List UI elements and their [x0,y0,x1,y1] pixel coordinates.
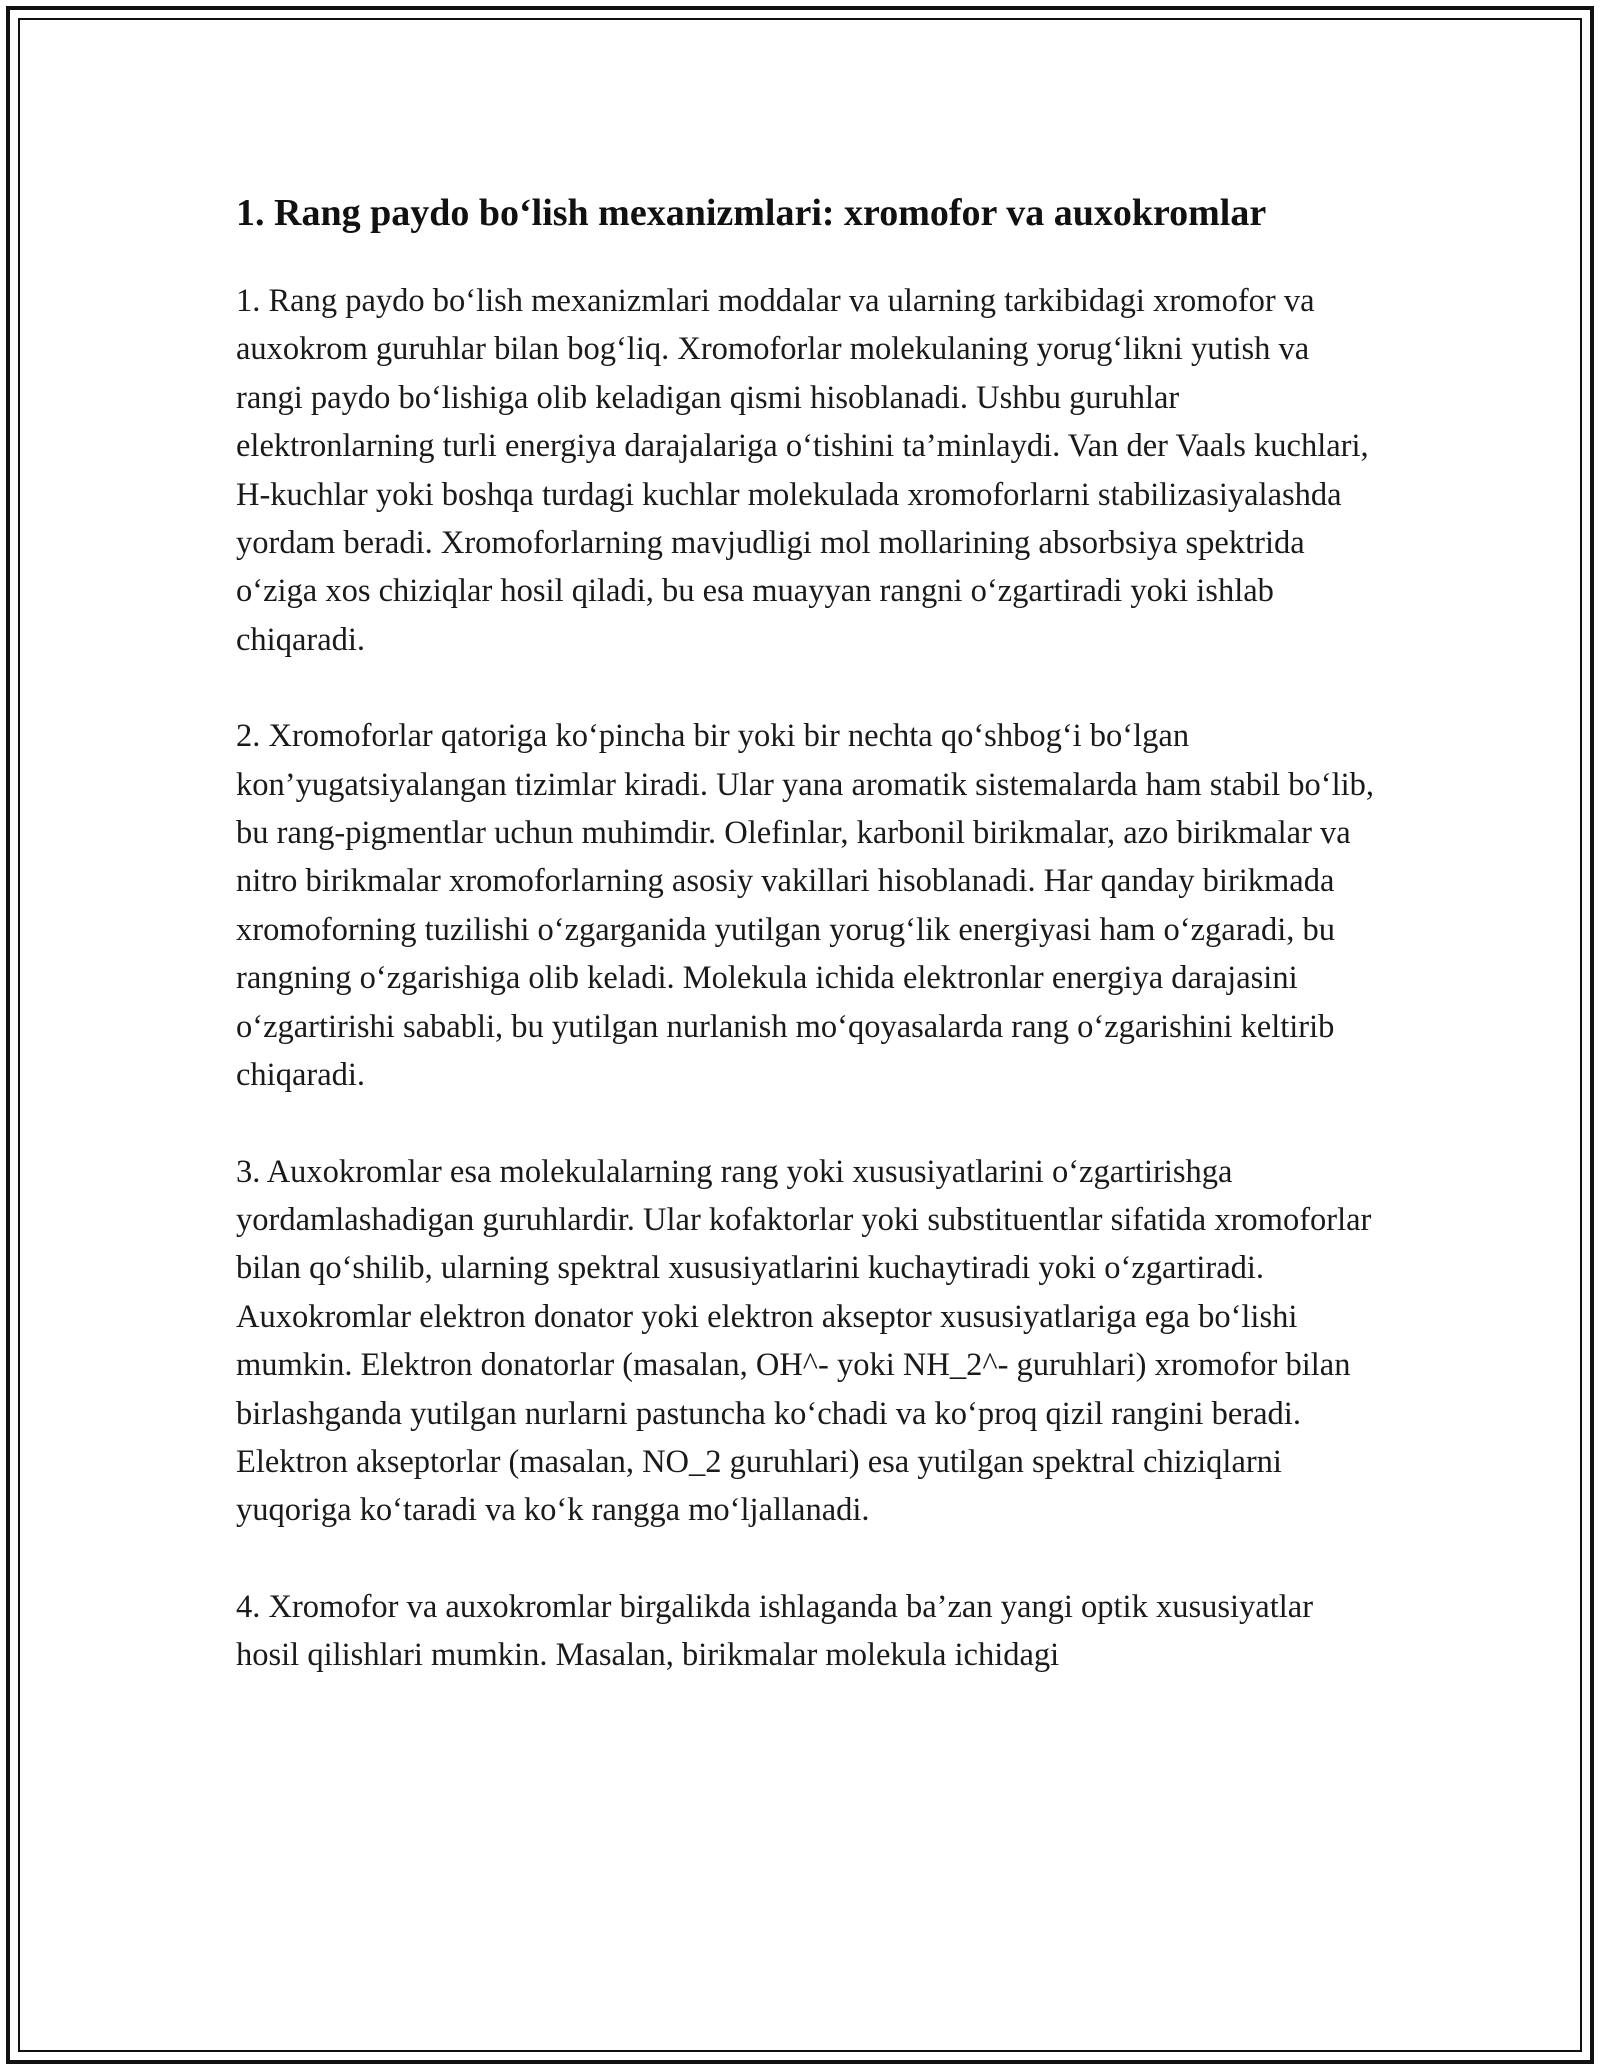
paragraph-1: 1. Rang paydo bo‘lish mexanizmlari moddalar va ularning tarkibidagi xromofor va auxokrom guruhlar bilan bog‘liq. Xromoforlar molekulaning yorug‘likni yutish va rangi paydo bo‘lishiga olib keladigan qismi hisoblanadi. Ushbu guruhlar elektronlarning turli energiya darajalariga o‘tishini ta’minlaydi. Van der Vaals kuchlari, H-kuchlar yoki boshqa turdagi kuchlar molekulada xromoforlarni stabilizasiyalashda yordam beradi. Xromoforlarning mavjudligi mol mollarining absorbsiya spektrida o‘ziga xos chiziqlar hosil qiladi, bu esa muayyan rangni o‘zgartiradi yoki ishlab chiqaradi. [236,283,1369,658]
document-title: 1. Rang paydo bo‘lish mexanizmlari: xromofor va auxokromlar [236,192,1267,234]
paragraph-2: 2. Xromoforlar qatoriga ko‘pincha bir yoki bir nechta qo‘shbog‘i bo‘lgan kon’yugatsiyalangan tizimlar kiradi. Ular yana aromatik sistemalarda ham stabil bo‘lib, bu rang-pigmentlar uchun muhimdir. Olefinlar, karbonil birikmalar, azo birikmalar va nitro birikmalar xromoforlarning asosiy vakillari hisoblanadi. Har qanday birikmada xromoforning tuzilishi o‘zgarganida yutilgan yorug‘lik energiyasi ham o‘zgaradi, bu rangning o‘zgarishiga olib keladi. Molekula ichida elektronlar energiya darajasini o‘zgartirishi sababli, bu yutilgan nurlanish mo‘qoyasalarda rang o‘zgarishini keltirib chiqaradi. [236,718,1375,1094]
document-body [236,186,1376,1728]
paragraph-3: 3. Auxokromlar esa molekulalarning rang yoki xususiyatlarini o‘zgartirishga yordamlashadigan guruhlardir. Ular kofaktorlar yoki substituentlar sifatida xromoforlar bilan qo‘shilib, ularning spektral xususiyatlarini kuchaytiradi yoki o‘zgartiradi. Auxokromlar elektron donator yoki elektron akseptor xususiyatlariga ega bo‘lishi mumkin. Elektron donatorlar (masalan, OH^- yoki NH_2^- guruhlari) xromofor bilan birlashganda yutilgan nurlarni pastuncha ko‘chadi va ko‘proq qizil rangini beradi. Elektron akseptorlar (masalan, NO_2 guruhlari) esa yutilgan spektral chiziqlarni yuqoriga ko‘taradi va ko‘k rangga mo‘ljallanadi. [236,1153,1372,1529]
paragraph-4: 4. Xromofor va auxokromlar birgalikda ishlaganda ba’zan yangi optik xususiyatlar hosil qilishlari mumkin. Masalan, birikmalar molekula ichidagi [236,1588,1314,1674]
